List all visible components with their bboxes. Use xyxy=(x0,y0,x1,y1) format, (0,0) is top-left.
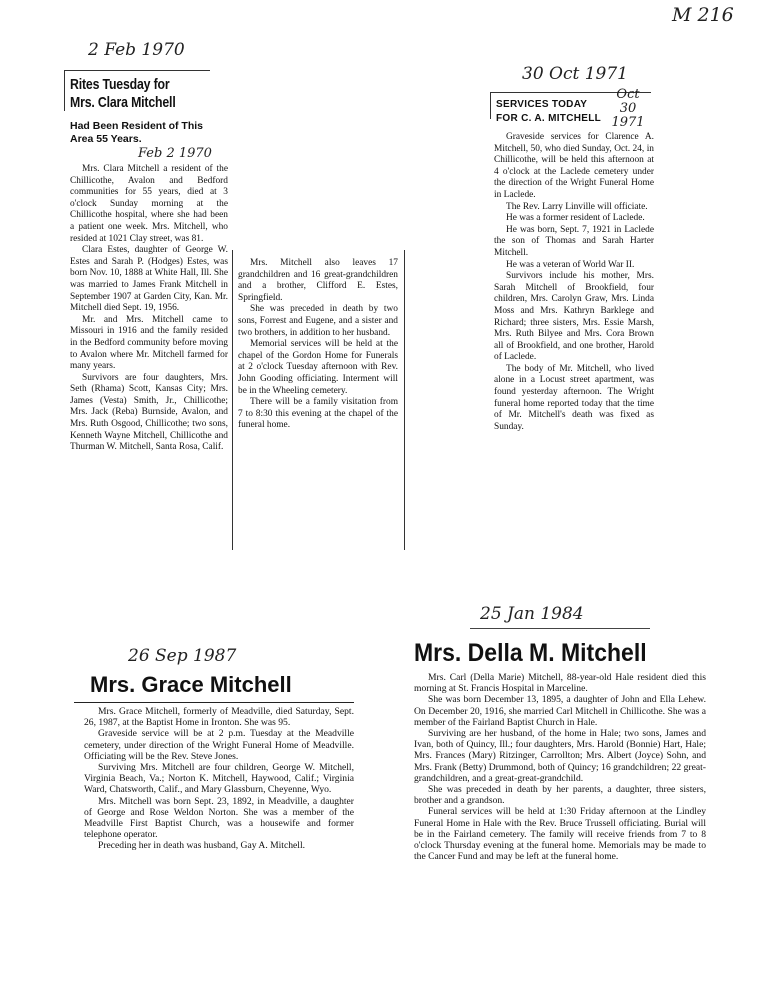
clip-d-headline: Mrs. Della M. Mitchell xyxy=(414,639,647,667)
clip-b-headline-line2: FOR C. A. MITCHELL xyxy=(496,113,602,124)
paragraph: The body of Mr. Mitchell, who lived alone in a Locust street apartment, was found yesterday afternoon. The Wright funeral home reported today that the time of Mr. Mitchell's death was fixed as Sunday. xyxy=(494,363,654,432)
paragraph: Graveside services for Clarence A. Mitchell, 50, who died Sunday, Oct. 24, in Chillicothe, will be held this afternoon at 4 o'clock at the Laclede cemetery under the direction of the Wright Funeral Home in Laclede. xyxy=(494,132,654,200)
clip-a-headline-line1: Rites Tuesday for xyxy=(70,76,170,93)
paragraph: Surviving Mrs. Mitchell are four children, George W. Mitchell, Virginia Beach, Va.; Norton K. Mitchell, Haywood, Calif.; Virginia Ward, Chatsworth, Calif., and Mary Glassburn, Cheyenne, Wyo. xyxy=(84,762,354,796)
clip-a-inline-note: Feb 2 1970 xyxy=(138,146,212,161)
clip-d-della-mitchell xyxy=(412,638,712,938)
paragraph: Mrs. Mitchell was born Sept. 23, 1892, in Meadville, a daughter of George and Rose Weldon Norton. She was a member of the Meadville First Baptist Church, was a housewife and former telephone operator. xyxy=(84,795,354,841)
paragraph: Surviving are her husband, of the home in Hale; two sons, James and Ivan, both of Quincy, Ill.; four daughters, Mrs. Harold (Bonnie) Hart, Hale; Mrs. Frances (Mary) Ritzinger, Carrollton; Mrs. Albert (Joyce) Sohn, and Mrs. Frank (Betty) Drummond, both of Quincy; 16 grandchildren; 22 great-grandchildren, and a great-great-grandchild. xyxy=(414,728,706,784)
paragraph: Funeral services will be held at 1:30 Friday afternoon at the Lindley Funeral Home in Hale with the Rev. Bruce Trussell officiating. Burial will be in the Fairland cemetery. The family will receive friends from 7 to 8 o'clock Thursday evening at the funeral home. Memorials may be made to the Cancer Fund and may be left at the funeral home. xyxy=(414,806,706,863)
page-reference: M 216 xyxy=(672,4,734,26)
clip-a-clara-mitchell xyxy=(64,70,414,560)
clip-d-body xyxy=(414,672,706,862)
paragraph: Survivors are four daughters, Mrs. Seth (Rhama) Scott, Kansas City; Mrs. James (Vesta) Smith, Jr., Chillicothe; Mrs. Jack (Reba) Burnside, Avalon, and Mrs. Ruth Osgood, Chillicothe; two sons, Kenneth Wayne Mitchell, Chillicothe and Thurman W. Mitchell, Santa Rosa, Calif. xyxy=(70,372,228,453)
clip-c-headline: Mrs. Grace Mitchell xyxy=(90,672,292,697)
paragraph: He was born, Sept. 7, 1921 in Laclede the son of Thomas and Sarah Harter Mitchell. xyxy=(494,224,654,258)
clip-a-date-note: 2 Feb 1970 xyxy=(88,40,185,60)
clip-b-date-note: 30 Oct 1971 xyxy=(522,64,628,84)
paragraph: She was born December 13, 1895, a daughter of John and Ella Lehew. On December 20, 1916, she married Carl Mitchell in Chillicothe. She was a member of the Fairland Baptist Church in Hale. xyxy=(414,694,706,728)
clip-c-body xyxy=(84,706,354,852)
paragraph: She was preceded in death by her parents, a daughter, three sisters, brother and a grandson. xyxy=(414,784,706,807)
clip-a-subhead: Had Been Resident of This Area 55 Years. xyxy=(70,120,204,145)
clip-b-headline-line1: SERVICES TODAY xyxy=(496,99,588,110)
clip-a-column-rule xyxy=(232,250,233,550)
paragraph: Mrs. Mitchell also leaves 17 grandchildren and 16 great-grandchildren and a brother, Clifford E. Estes, Springfield. xyxy=(238,258,398,303)
clip-a-column-1 xyxy=(70,164,228,454)
paragraph: Survivors include his mother, Mrs. Sarah Mitchell of Brookfield, four children, Mrs. Carolyn Graw, Mrs. Linda Moss and Mrs. Kathryn Barklege and Richard; three sisters, Mrs. Essie Marsh, Mrs. Ruth Bilyee and Mrs. Cora Brown all of Brookfield, and one brother, Harold of Laclede. xyxy=(494,271,654,363)
paragraph: Mr. and Mrs. Mitchell came to Missouri in 1916 and the family resided in the Bedford community before moving to Avalon where Mr. Mitchell farmed for many years. xyxy=(70,314,228,372)
paragraph: He was a veteran of World War II. xyxy=(506,259,635,270)
paragraph: Graveside service will be at 2 p.m. Tuesday at the Meadville cemetery, under direction of the Wright Funeral Home of Meadville. Officiating will be the Rev. Steve Jones. xyxy=(84,728,354,762)
clip-d-date-note: 25 Jan 1984 xyxy=(480,604,584,624)
paragraph: Preceding her in death was husband, Gay A. Mitchell. xyxy=(98,840,306,852)
clip-c-date-note: 26 Sep 1987 xyxy=(128,646,237,666)
clip-a-headline-line2: Mrs. Clara Mitchell xyxy=(70,94,176,111)
paragraph: The Rev. Larry Linville will officiate. xyxy=(506,201,648,212)
clip-b-column xyxy=(494,132,654,433)
clip-a-right-rule xyxy=(404,250,405,550)
clip-b-inline-note: Oct 30 1971 xyxy=(611,87,645,130)
paragraph: Memorial services will be held at the chapel of the Gordon Home for Funerals at 2 o'clock Tuesday afternoon with Rev. John Gooding officiating. Interment will be in the Wheeling cemetery. xyxy=(238,339,398,396)
clip-c-headline-rule xyxy=(74,702,354,703)
paragraph: Mrs. Clara Mitchell a resident of the Chillicothe, Avalon and Bedford communities for 55 years, died at 3 o'clock Sunday morning at the Chillicothe hospital, where she had been a patient one week. Mrs. Mitchell, who resided at 1021 Clay street, was 81. xyxy=(70,164,228,244)
clip-b-ca-mitchell xyxy=(490,88,660,528)
clip-d-date-underline xyxy=(470,628,650,629)
paragraph: He was a former resident of Laclede. xyxy=(506,213,645,224)
paragraph: Clara Estes, daughter of George W. Estes and Sarah P. (Hodges) Estes, was born Nov. 10, 1888 at White Hall, Ill. She was married to James Frank Mitchell in September 1907 at Garden City, Kan. Mr. Mitchell died Sept. 19, 1956. xyxy=(70,245,228,314)
clip-a-column-2 xyxy=(238,258,398,432)
paragraph: Mrs. Carl (Della Marie) Mitchell, 88-year-old Hale resident died this morning at St. Francis Hospital in Marceline. xyxy=(414,672,706,695)
paragraph: Mrs. Grace Mitchell, formerly of Meadville, died Saturday, Sept. 26, 1987, at the Baptist Home in Ironton. She was 95. xyxy=(84,706,354,729)
paragraph: There will be a family visitation from 7 to 8:30 this evening at the chapel of the funeral home. xyxy=(238,397,398,431)
paragraph: She was preceded in death by two sons, Forrest and Eugene, and a sister and two brothers, in addition to her husband. xyxy=(238,304,398,338)
clip-c-grace-mitchell xyxy=(74,672,364,912)
